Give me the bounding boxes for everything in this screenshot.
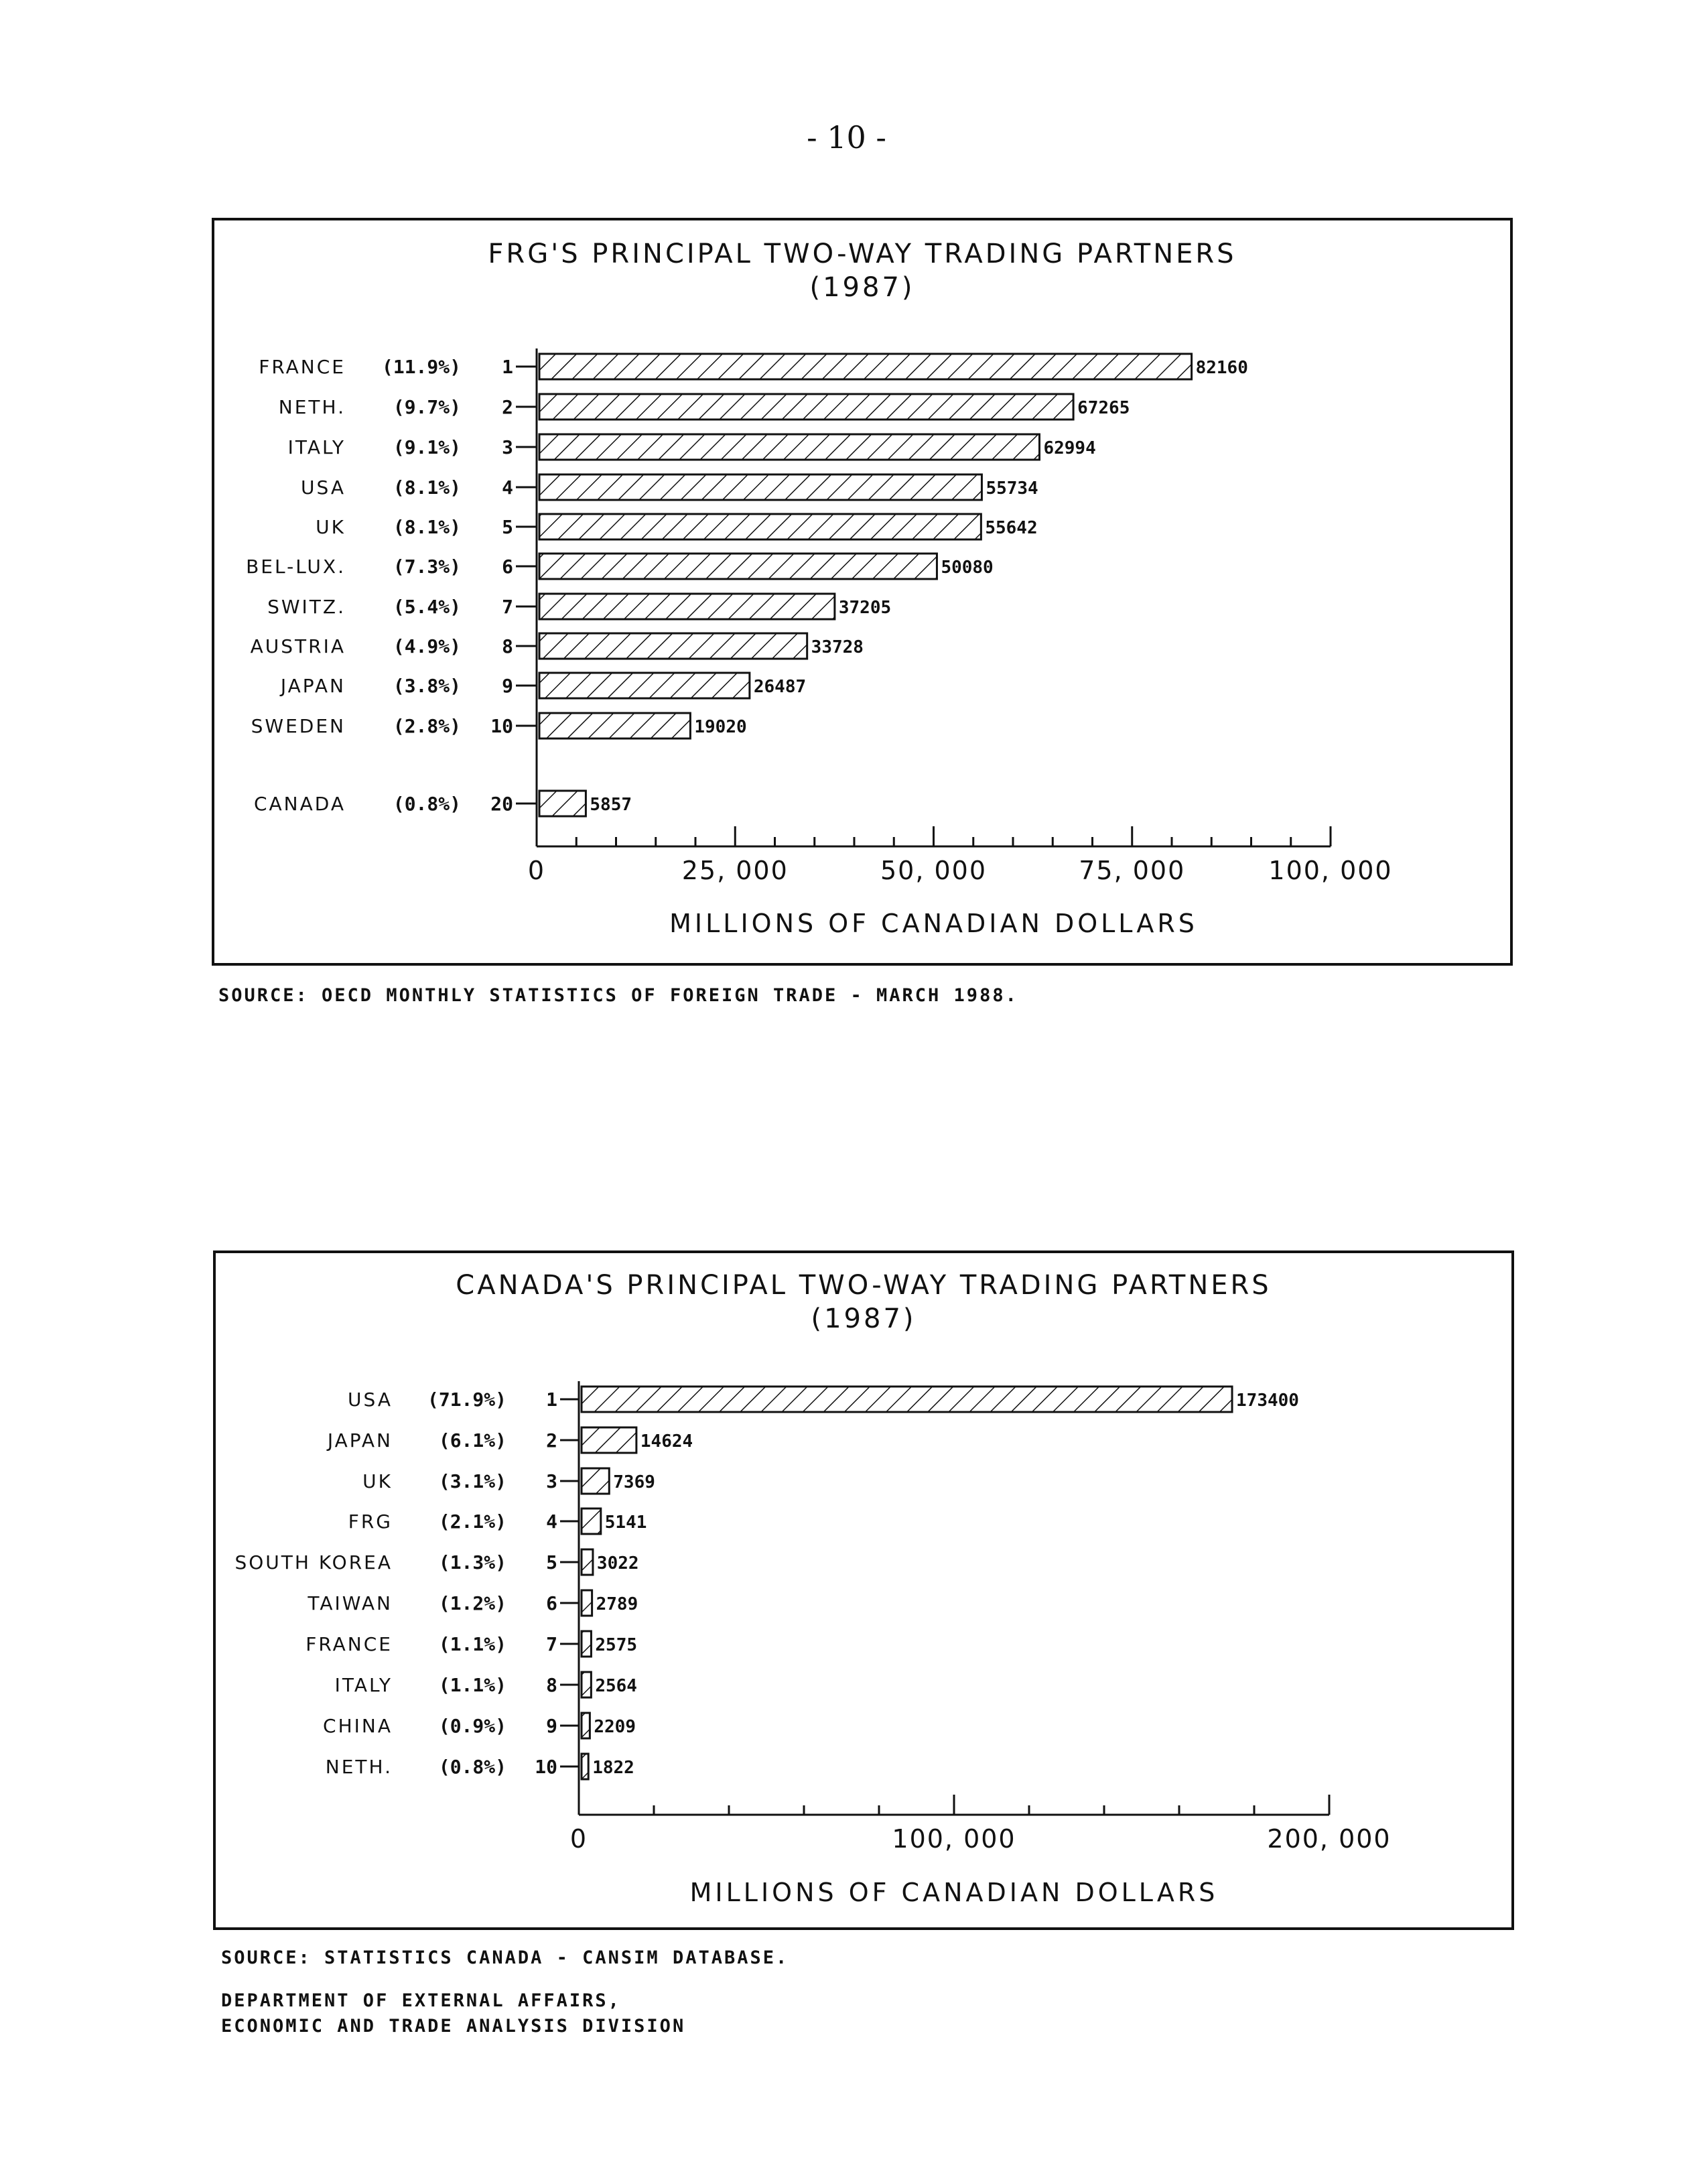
bar: [582, 1427, 636, 1453]
share-label: (8.1%): [393, 516, 461, 538]
category-label: JAPAN: [280, 675, 346, 697]
bar: [582, 1387, 1232, 1412]
chart-subtitle: (1987): [811, 1303, 917, 1334]
value-label: 50080: [941, 558, 994, 578]
category-label: USA: [301, 476, 346, 499]
share-label: (0.9%): [438, 1715, 506, 1737]
category-label: TAIWAN: [308, 1592, 393, 1614]
category-label: FRG: [348, 1511, 393, 1533]
value-label: 33728: [811, 637, 864, 657]
bar: [582, 1508, 601, 1534]
rank-label: 10: [535, 1756, 557, 1778]
rank-label: 2: [502, 396, 513, 418]
value-label: 82160: [1195, 358, 1248, 378]
rank-label: 4: [502, 476, 513, 499]
rank-label: 9: [546, 1715, 557, 1737]
share-label: (7.3%): [393, 556, 461, 578]
bar: [582, 1672, 591, 1697]
rank-label: 9: [502, 675, 513, 697]
share-label: (2.8%): [393, 715, 461, 737]
category-label: USA: [348, 1389, 393, 1411]
category-label: ITALY: [334, 1674, 393, 1696]
rank-label: 4: [546, 1511, 557, 1533]
source-note-canada: SOURCE: STATISTICS CANADA - CANSIM DATABASE.: [221, 1947, 789, 1968]
category-label: FRANCE: [259, 356, 346, 378]
chart-title: CANADA'S PRINCIPAL TWO-WAY TRADING PARTNERS: [456, 1270, 1272, 1301]
value-label: 14624: [640, 1431, 693, 1452]
value-label: 2575: [595, 1635, 638, 1655]
value-label: 67265: [1077, 398, 1130, 418]
bar: [539, 673, 750, 698]
share-label: (11.9%): [381, 356, 461, 378]
share-label: (8.1%): [393, 476, 461, 499]
share-label: (1.2%): [438, 1592, 506, 1614]
value-label: 55734: [986, 478, 1038, 499]
category-label: ITALY: [287, 436, 346, 458]
x-tick-label: 100, 000: [1268, 856, 1393, 885]
value-label: 7369: [613, 1472, 655, 1492]
category-label: SWEDEN: [251, 715, 346, 737]
bar: [582, 1468, 609, 1494]
value-label: 1822: [592, 1758, 634, 1778]
category-label: CANADA: [253, 793, 346, 815]
share-label: (0.8%): [393, 793, 461, 815]
rank-label: 10: [490, 715, 513, 737]
rank-label: 8: [546, 1674, 557, 1696]
rank-label: 3: [502, 436, 513, 458]
share-label: (5.4%): [393, 596, 461, 618]
bar: [539, 713, 690, 738]
share-label: (6.1%): [438, 1429, 506, 1452]
x-axis-title: MILLIONS OF CANADIAN DOLLARS: [669, 909, 1198, 938]
share-label: (3.8%): [393, 675, 461, 697]
bar: [539, 514, 981, 539]
bar: [539, 394, 1073, 420]
category-label: AUSTRIA: [250, 635, 346, 657]
bar: [582, 1713, 590, 1738]
chart-border: [213, 219, 1511, 964]
bar: [539, 354, 1192, 379]
rank-label: 6: [546, 1592, 557, 1614]
value-label: 37205: [838, 598, 892, 618]
bar: [582, 1549, 593, 1575]
rank-label: 20: [490, 793, 513, 815]
share-label: (0.8%): [438, 1756, 506, 1778]
bar: [539, 554, 937, 579]
share-label: (1.1%): [438, 1674, 506, 1696]
value-label: 5141: [604, 1513, 647, 1533]
category-label: FRANCE: [306, 1633, 393, 1655]
rank-label: 7: [502, 596, 513, 618]
share-label: (1.1%): [438, 1633, 506, 1655]
value-label: 2564: [595, 1676, 637, 1696]
category-label: SWITZ.: [267, 596, 346, 618]
value-label: 5857: [590, 795, 632, 815]
rank-label: 1: [502, 356, 513, 378]
category-label: NETH.: [325, 1756, 393, 1778]
bar: [539, 474, 981, 500]
x-tick-label: 50, 000: [880, 856, 988, 885]
category-label: CHINA: [323, 1715, 393, 1737]
share-label: (3.1%): [438, 1470, 506, 1492]
share-label: (1.3%): [438, 1551, 506, 1573]
frg-trading-partners-chart: [212, 218, 1513, 966]
rank-label: 2: [546, 1429, 557, 1452]
rank-label: 7: [546, 1633, 557, 1655]
value-label: 2789: [596, 1594, 638, 1614]
share-label: (2.1%): [438, 1511, 506, 1533]
value-label: 2209: [594, 1717, 636, 1737]
category-label: UK: [316, 516, 346, 538]
x-axis-title: MILLIONS OF CANADIAN DOLLARS: [689, 1878, 1219, 1907]
x-tick-label: 100, 000: [892, 1824, 1016, 1854]
chart-subtitle: (1987): [809, 272, 915, 303]
bar: [539, 594, 835, 619]
share-label: (4.9%): [393, 635, 461, 657]
rank-label: 5: [546, 1551, 557, 1573]
bar: [582, 1590, 592, 1616]
bar: [582, 1754, 588, 1779]
value-label: 19020: [694, 717, 747, 737]
share-label: (9.1%): [393, 436, 461, 458]
rank-label: 5: [502, 516, 513, 538]
share-label: (71.9%): [427, 1389, 506, 1411]
bar: [582, 1631, 591, 1657]
page-number: - 10 -: [807, 119, 886, 155]
share-label: (9.7%): [393, 396, 461, 418]
footer-department: DEPARTMENT OF EXTERNAL AFFAIRS,: [221, 1990, 621, 2011]
value-label: 55642: [985, 518, 1038, 538]
rank-label: 8: [502, 635, 513, 657]
x-tick-label: 75, 000: [1079, 856, 1186, 885]
bar: [539, 633, 807, 659]
category-label: UK: [362, 1470, 393, 1492]
category-label: JAPAN: [327, 1429, 393, 1452]
category-label: BEL-LUX.: [246, 556, 346, 578]
chart-title: FRG'S PRINCIPAL TWO-WAY TRADING PARTNERS: [488, 239, 1237, 269]
rank-label: 3: [546, 1470, 557, 1492]
bar: [539, 791, 586, 816]
category-label: NETH.: [278, 396, 346, 418]
rank-label: 1: [546, 1389, 557, 1411]
footer-division: ECONOMIC AND TRADE ANALYSIS DIVISION: [221, 2016, 686, 2037]
category-label: SOUTH KOREA: [234, 1551, 393, 1573]
source-note-frg: SOURCE: OECD MONTHLY STATISTICS OF FOREIGN TRADE - MARCH 1988.: [218, 985, 1018, 1006]
bar: [539, 434, 1039, 460]
x-tick-label: 0: [569, 1824, 588, 1854]
value-label: 3022: [596, 1553, 639, 1573]
value-label: 173400: [1236, 1391, 1299, 1411]
rank-label: 6: [502, 556, 513, 578]
x-tick-label: 200, 000: [1267, 1824, 1392, 1854]
x-tick-label: 0: [527, 856, 546, 885]
canada-trading-partners-chart: [213, 1250, 1514, 1930]
value-label: 62994: [1043, 438, 1096, 458]
x-tick-label: 25, 000: [681, 856, 789, 885]
value-label: 26487: [753, 677, 807, 697]
